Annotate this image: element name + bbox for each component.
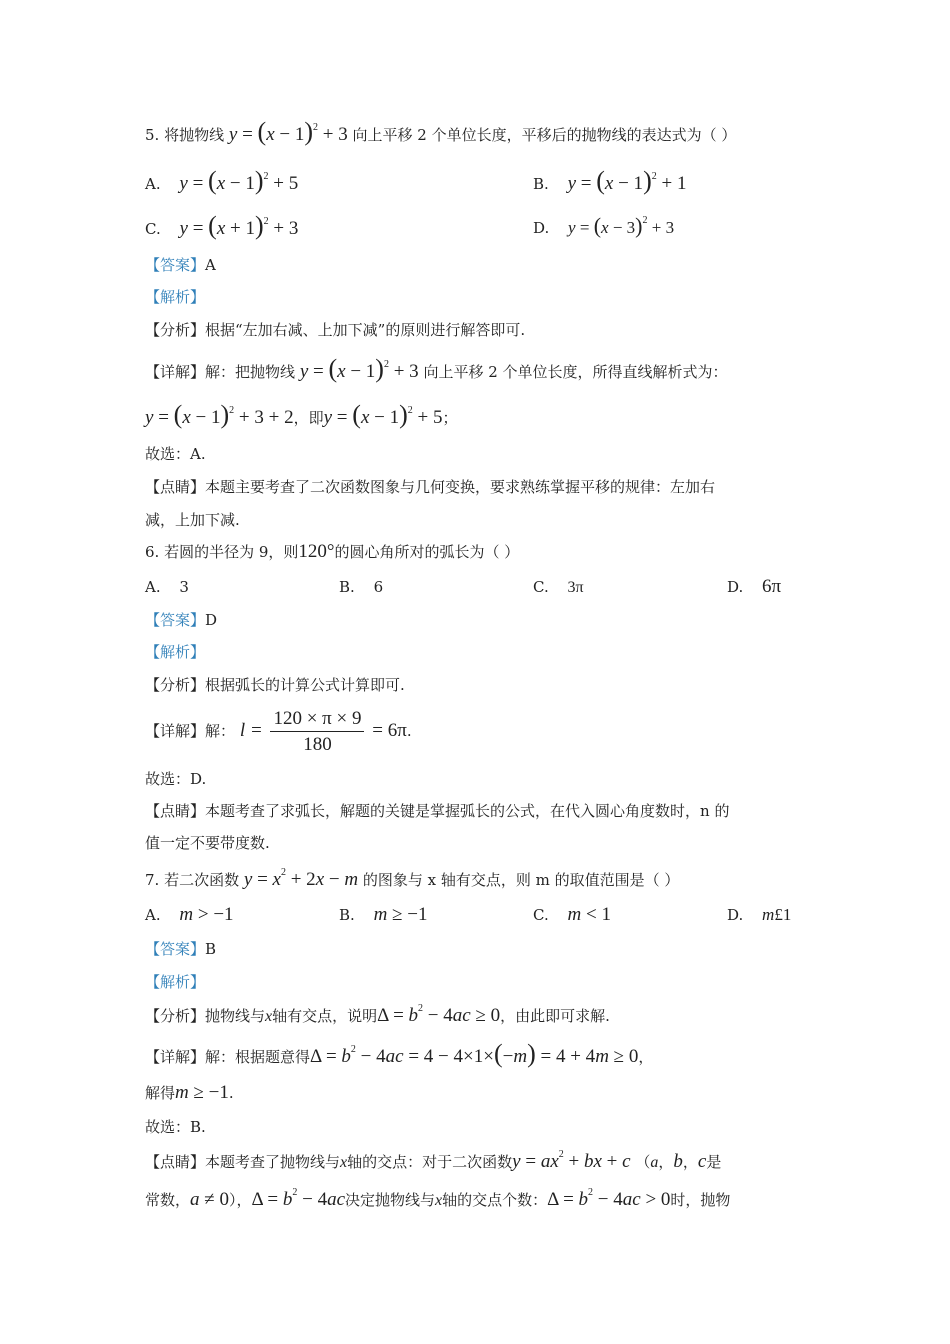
q7-option-a[interactable] xyxy=(145,903,234,927)
q7-option-c-expr: m < 1 xyxy=(567,904,611,925)
q5-option-c-expr: $y = (x + 1)^2 + 3$ xyxy=(179,211,299,240)
q6-option-b[interactable] xyxy=(339,575,383,599)
q7-jiede-pre: 解得 xyxy=(145,1084,176,1102)
q7-answer-value: B xyxy=(205,940,217,958)
q5-fenxi-text: 根据“左加右减、上加下减”的原则进行解答即可. xyxy=(205,321,526,339)
q6-option-b-letter: B. xyxy=(339,578,355,596)
q5-option-d-expr: $y = (x - 3)^2 + 3$ xyxy=(568,213,675,238)
q6-option-c-value: 3π xyxy=(567,579,584,596)
q5-stem-post: 向上平移 2 个单位长度，平移后的抛物线的表达式为（ ） xyxy=(352,126,737,144)
q7-dianjing-paren: （ xyxy=(635,1153,651,1171)
q7-guxuan: 故选：B. xyxy=(145,1118,206,1136)
q6-dianjing xyxy=(145,799,729,823)
q7-stem-post: 的图象与 x 轴有交点，则 m 的取值范围是（ ） xyxy=(362,871,680,889)
q6-stem xyxy=(145,540,519,564)
q6-formula-l: l = xyxy=(239,720,263,741)
q5-fenxi xyxy=(145,318,525,342)
q7-dianjing-shi: 是 xyxy=(706,1153,722,1171)
q5-xiangjie xyxy=(145,354,728,384)
q6-formula-result: = 6π xyxy=(372,720,407,741)
q6-dianjing-2: 值一定不要带度数. xyxy=(145,834,270,852)
q5-xiangjie-expr: $y = (x - 1)^2 + 3$ xyxy=(299,354,419,383)
q7-dianjing-mid: 轴的交点：对于二次函数 xyxy=(347,1153,513,1171)
q7-dianjing2-close: ）， xyxy=(228,1191,252,1209)
q7-dianjing xyxy=(145,1150,721,1175)
q5-option-d[interactable] xyxy=(533,214,674,240)
q6-dianjing-1: 本题考查了求弧长，解题的关键是掌握弧长的公式，在代入圆心角度数时，n 的 xyxy=(205,802,730,820)
q6-option-d-value: 6π xyxy=(762,576,782,597)
q5-line2-expr2: $y = (x - 1)^2 + 5$ xyxy=(323,400,443,429)
q5-jiexi-tag: 【解析】 xyxy=(145,288,206,306)
q7-option-b[interactable] xyxy=(339,903,427,927)
q5-xiangjie-tag: 【详解】 xyxy=(145,363,206,381)
q7-fenxi-expr: $\Delta = b^2 - 4ac \ge 0$ xyxy=(377,1003,501,1026)
q7-stem xyxy=(145,868,679,892)
q6-option-d[interactable] xyxy=(727,575,781,599)
q5-fenxi-tag: 【分析】 xyxy=(145,321,206,339)
q5-option-a[interactable] xyxy=(145,166,299,196)
q6-stem-post: 的圆心角所对的弧长为（ ） xyxy=(334,543,520,561)
q7-xiangjie xyxy=(145,1039,654,1069)
q6-formula-end: . xyxy=(406,722,412,740)
q7-jiede xyxy=(145,1081,234,1105)
q6-fenxi xyxy=(145,673,405,697)
q7-fenxi-x: x xyxy=(265,1008,273,1025)
q7-dianjing-b: b xyxy=(673,1151,683,1172)
q7-dianjing2-delta: $\Delta = b^2 - 4ac$ xyxy=(251,1187,346,1210)
q6-answer-value: D xyxy=(205,611,218,629)
q6-option-b-value: 6 xyxy=(373,578,384,596)
q7-dianjing2-end: 时，抛物 xyxy=(670,1191,731,1209)
q7-option-c-letter: C. xyxy=(533,906,549,924)
q6-xiangjie-pre: 解： xyxy=(205,722,236,740)
q6-xiangjie xyxy=(145,708,412,755)
q6-option-c-letter: C. xyxy=(533,578,549,596)
q6-stem-expr: 120° xyxy=(298,541,335,562)
q5-stem xyxy=(145,117,737,147)
q5-option-b-expr: $y = (x - 1)^2 + 1$ xyxy=(567,166,687,195)
q7-fenxi-pre: 抛物线与 xyxy=(205,1007,266,1025)
q7-xiangjie-pre: 解：根据题意得 xyxy=(205,1048,311,1066)
q6-fenxi-text: 根据弧长的计算公式计算即可. xyxy=(205,676,405,694)
q7-dianjing-comma2: ， xyxy=(682,1153,698,1171)
q7-dianjing-c: c xyxy=(697,1151,707,1172)
q5-xiangjie-pre: 解：把抛物线 xyxy=(205,363,296,381)
q5-answer xyxy=(145,253,216,277)
q6-option-c[interactable] xyxy=(533,575,584,600)
q6-dianjing-tag: 【点睛】 xyxy=(145,802,206,820)
q7-dianjing2-a: a ≠ 0 xyxy=(190,1189,229,1210)
q7-dianjing-pre: 本题考查了抛物线与 xyxy=(205,1153,341,1171)
q7-option-a-letter: A. xyxy=(145,906,161,924)
q5-line2-expr1: $y = (x - 1)^2 + 3 + 2$ xyxy=(145,400,294,429)
q7-dianjing2-x: x xyxy=(435,1192,443,1209)
q7-dianjing2-cond: $\Delta = b^2 - 4ac > 0$ xyxy=(547,1187,671,1210)
q7-option-a-expr: m > −1 xyxy=(179,904,234,925)
q6-option-a[interactable] xyxy=(145,575,189,599)
q7-xiangjie-tag: 【详解】 xyxy=(145,1048,206,1066)
q7-stem-pre: 7. 若二次函数 xyxy=(145,871,240,889)
q7-answer xyxy=(145,937,216,961)
q6-jiexi-tag: 【解析】 xyxy=(145,643,206,661)
q5-line2-end: ； xyxy=(442,409,458,427)
q5-xiangjie-post: 向上平移 2 个单位长度，所得直线解析式为： xyxy=(423,363,728,381)
q5-jiexi xyxy=(145,285,205,309)
q7-dianjing-expr: $y = ax^2$ + bx + c xyxy=(512,1149,631,1172)
q7-fenxi-tag: 【分析】 xyxy=(145,1007,206,1025)
q6-formula-denominator: 180 xyxy=(303,734,332,755)
q7-jiexi-tag: 【解析】 xyxy=(145,973,206,991)
q7-option-c[interactable] xyxy=(533,903,611,927)
q7-option-d-letter: D. xyxy=(727,906,744,924)
q7-dianjing-2 xyxy=(145,1188,730,1213)
q5-option-c-letter: C. xyxy=(145,220,161,238)
q7-option-b-letter: B. xyxy=(339,906,355,924)
q6-stem-pre: 6. 若圆的半径为 9，则 xyxy=(145,543,299,561)
q7-fenxi xyxy=(145,1004,610,1029)
q7-stem-expr: $y = x^2 + 2x - m$ xyxy=(243,867,359,890)
q7-option-b-expr: m ≥ −1 xyxy=(373,904,428,925)
q6-formula-numerator: 120 × π × 9 xyxy=(270,709,364,732)
q7-dianjing-comma1: ， xyxy=(658,1153,674,1171)
q7-xiangjie-expr: $\Delta = b^2 - 4ac = 4 - 4\times 1\times(-m) = 4 + 4m \ge 0$ xyxy=(310,1039,639,1068)
q6-xiangjie-tag: 【详解】 xyxy=(145,722,206,740)
q7-option-d[interactable] xyxy=(727,903,791,927)
q7-jiede-expr: m ≥ −1 xyxy=(175,1082,229,1103)
q5-line2-mid: ，即 xyxy=(293,409,324,427)
q7-dianjing2-mid2: 轴的交点个数： xyxy=(442,1191,548,1209)
q7-dianjing2-mid: 决定抛物线与 xyxy=(345,1191,436,1209)
q5-answer-value: A xyxy=(205,256,216,274)
q6-option-a-value: 3 xyxy=(179,578,189,596)
q5-answer-tag: 【答案】 xyxy=(145,256,206,274)
q7-dianjing-x: x xyxy=(340,1154,348,1171)
q5-dianjing xyxy=(145,475,715,499)
q5-line2 xyxy=(145,400,458,430)
q7-fenxi-mid: 轴有交点，说明 xyxy=(272,1007,378,1025)
q5-guxuan: 故选：A. xyxy=(145,445,206,463)
q5-option-d-letter: D. xyxy=(533,219,550,237)
q5-dianjing-tag: 【点睛】 xyxy=(145,478,206,496)
q7-jiede-end: . xyxy=(228,1084,234,1102)
q5-option-a-expr: $y = (x - 1)^2 + 5$ xyxy=(179,166,299,195)
q7-dianjing-tag: 【点睛】 xyxy=(145,1153,206,1171)
q6-guxuan: 故选：D. xyxy=(145,770,207,788)
q5-option-b[interactable] xyxy=(533,166,687,196)
q5-dianjing-2: 减，上加下减. xyxy=(145,511,240,529)
q5-option-c[interactable] xyxy=(145,211,299,241)
q6-formula-fraction xyxy=(270,709,364,755)
q6-jiexi xyxy=(145,640,205,664)
q7-dianjing-a: a xyxy=(650,1154,659,1171)
q6-answer-tag: 【答案】 xyxy=(145,611,206,629)
q7-answer-tag: 【答案】 xyxy=(145,940,206,958)
q5-stem-pre: 5. 将抛物线 xyxy=(145,126,225,144)
q7-option-d-expr: m£1 xyxy=(762,905,792,924)
q7-jiexi xyxy=(145,970,205,994)
q7-xiangjie-end: ， xyxy=(638,1048,654,1066)
q5-option-b-letter: B. xyxy=(533,175,549,193)
q6-answer xyxy=(145,608,217,632)
q7-fenxi-post: ，由此即可求解. xyxy=(500,1007,610,1025)
q7-dianjing2-pre: 常数， xyxy=(145,1191,191,1209)
q6-option-d-letter: D. xyxy=(727,578,744,596)
q6-fenxi-tag: 【分析】 xyxy=(145,676,206,694)
q5-option-a-letter: A. xyxy=(145,175,161,193)
q5-dianjing-1: 本题主要考查了二次函数图象与几何变换，要求熟练掌握平移的规律：左加右 xyxy=(205,478,716,496)
q6-option-a-letter: A. xyxy=(145,578,161,596)
q5-stem-expr: $y = (x - 1)^2 + 3$ xyxy=(228,117,348,146)
